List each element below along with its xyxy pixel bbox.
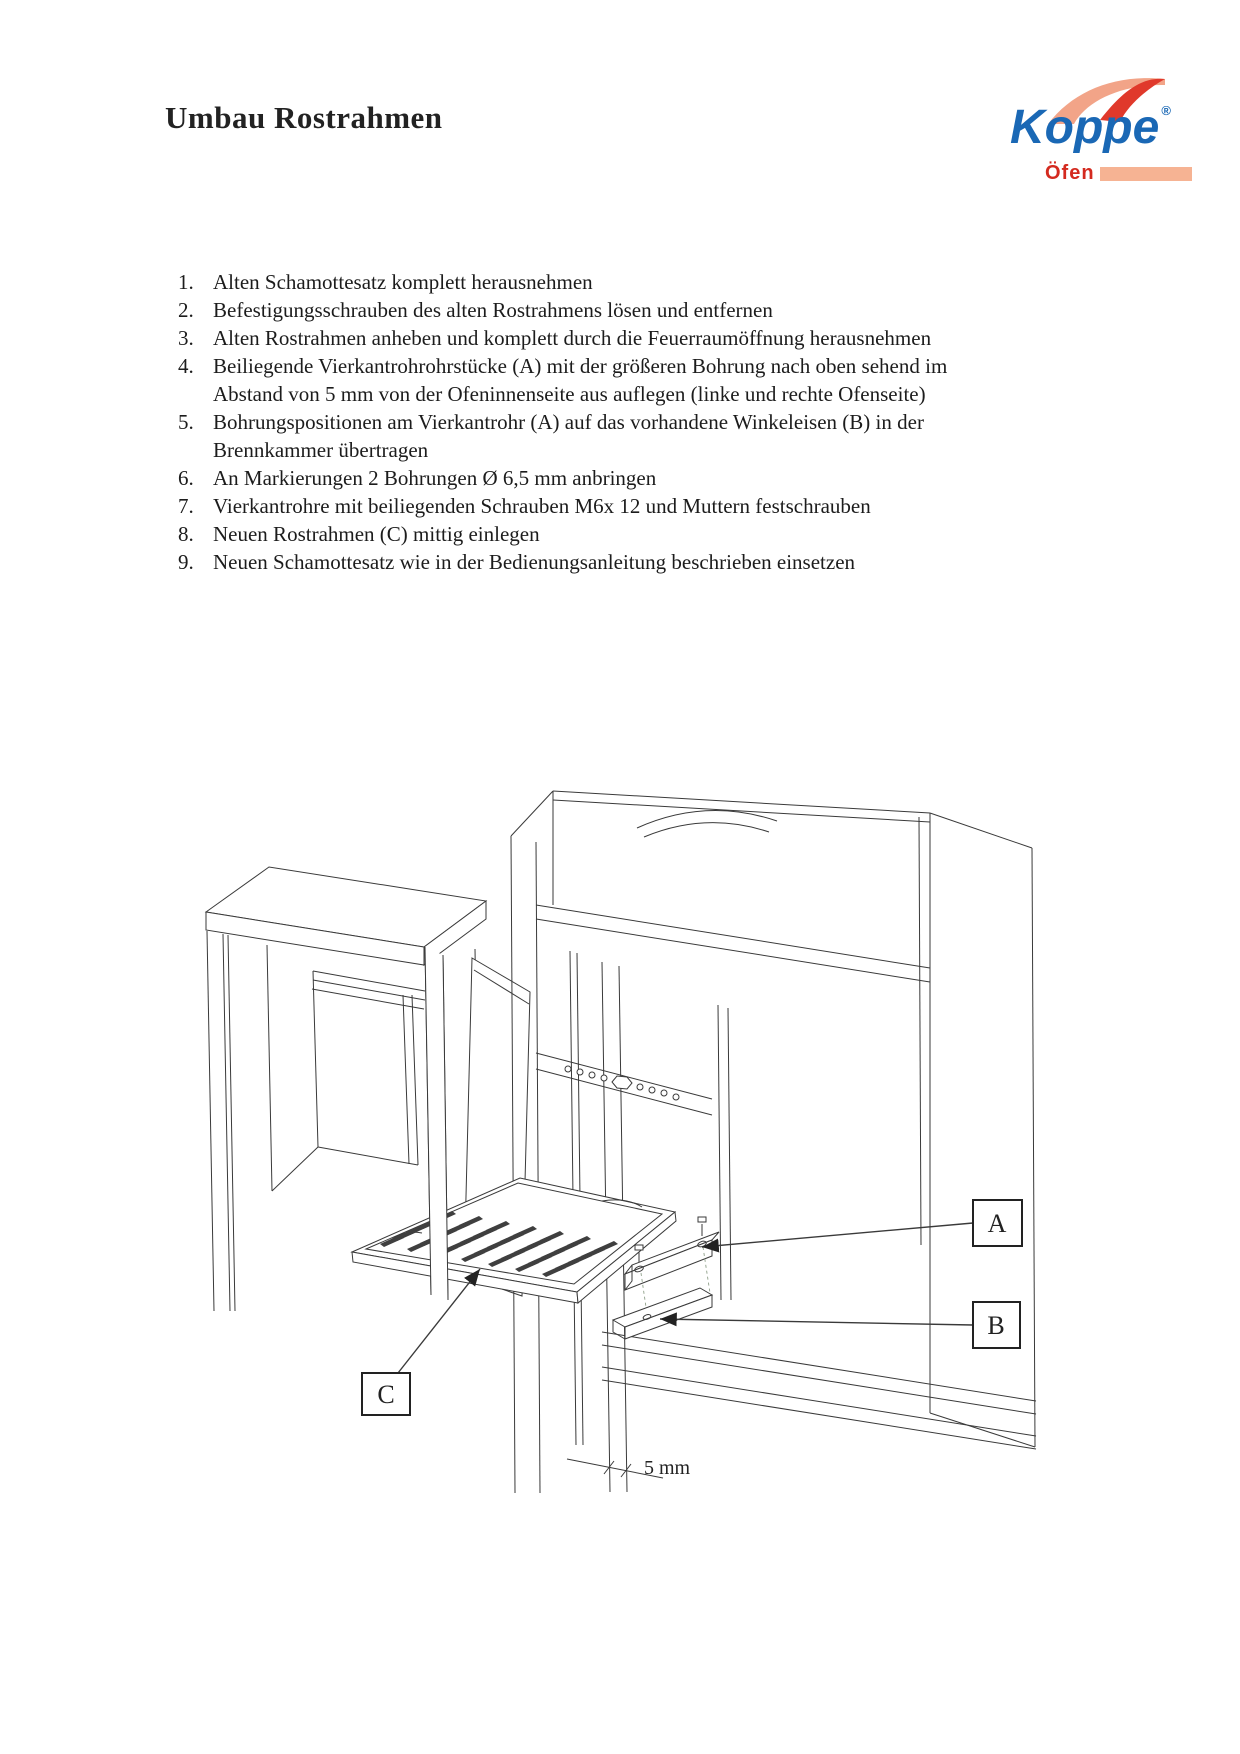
- instruction-item: [178, 268, 978, 296]
- instruction-number: 6.: [178, 466, 194, 490]
- screw-icon: [698, 1217, 706, 1236]
- dimension-5mm: [567, 1457, 691, 1479]
- instruction-item: [178, 520, 978, 548]
- instruction-text: Alten Rostrahmen anheben und komplett durch die Feuerraumöffnung herausnehmen: [213, 326, 932, 350]
- hexagon-hole: [612, 1076, 632, 1089]
- instruction-number: 3.: [178, 326, 194, 350]
- instruction-number: 8.: [178, 522, 194, 546]
- instruction-item: [178, 548, 978, 576]
- instruction-list: [178, 268, 978, 576]
- registered-mark: ®: [1161, 103, 1171, 118]
- logo-tagline-row: [1045, 162, 1192, 185]
- instruction-item: [178, 324, 978, 352]
- koppe-logo: [988, 72, 1223, 184]
- instruction-number: 9.: [178, 550, 194, 574]
- instruction-number: 4.: [178, 354, 194, 378]
- new-stove-drawing: [511, 791, 1036, 1493]
- label-a-text: A: [987, 1209, 1007, 1238]
- instruction-text: Neuen Rostrahmen (C) mittig einlegen: [213, 522, 540, 546]
- instruction-text: Befestigungsschrauben des alten Rostrahmens lösen und entfernen: [213, 298, 773, 322]
- label-c-text: C: [377, 1380, 395, 1409]
- handle-arc: [637, 811, 777, 828]
- instruction-number: 5.: [178, 410, 194, 434]
- label-box-b: [973, 1302, 1020, 1348]
- instruction-item: [178, 408, 978, 464]
- bottom-rails: [602, 1332, 1036, 1449]
- instruction-item: [178, 464, 978, 492]
- logo-bar: [1100, 167, 1192, 181]
- logo-tagline: Öfen: [1045, 162, 1095, 184]
- instruction-text: An Markierungen 2 Bohrungen Ø 6,5 mm anbringen: [213, 466, 657, 490]
- leader-line-a: [702, 1223, 973, 1247]
- angle-iron-drawing: [613, 1288, 712, 1339]
- leader-line-b: [660, 1319, 973, 1325]
- label-b-text: B: [987, 1311, 1005, 1340]
- instruction-item: [178, 296, 978, 324]
- instruction-text: Bohrungspositionen am Vierkantrohr (A) auf das vorhandene Winkeleisen (B) in der Brennkammer übertragen: [213, 410, 924, 462]
- instruction-item: [178, 492, 978, 520]
- instruction-text: Neuen Schamottesatz wie in der Bedienungsanleitung beschrieben einsetzen: [213, 550, 856, 574]
- installation-diagram: [150, 755, 1050, 1535]
- instruction-item: [178, 352, 978, 408]
- label-box-a: [973, 1200, 1022, 1246]
- dimension-text: 5 mm: [644, 1457, 691, 1479]
- instruction-number: 1.: [178, 270, 194, 294]
- instruction-number: 7.: [178, 494, 194, 518]
- air-hole-row: [536, 1053, 712, 1115]
- instruction-text: Vierkantrohre mit beiliegenden Schrauben M6x 12 und Muttern festschrauben: [213, 494, 871, 518]
- instruction-number: 2.: [178, 298, 194, 322]
- page-title: Umbau Rostrahmen: [165, 100, 443, 135]
- instruction-text: Beiliegende Vierkantrohrohrstücke (A) mit der größeren Bohrung nach oben sehend im Abstand von 5 mm von der Ofeninnenseite aus auflegen (linke und rechte Ofenseite): [213, 354, 948, 406]
- brand-text: Koppe: [1010, 101, 1160, 154]
- brand-wordmark: [1010, 101, 1171, 154]
- instruction-text: Alten Schamottesatz komplett herausnehmen: [213, 270, 593, 294]
- label-box-c: [362, 1373, 410, 1415]
